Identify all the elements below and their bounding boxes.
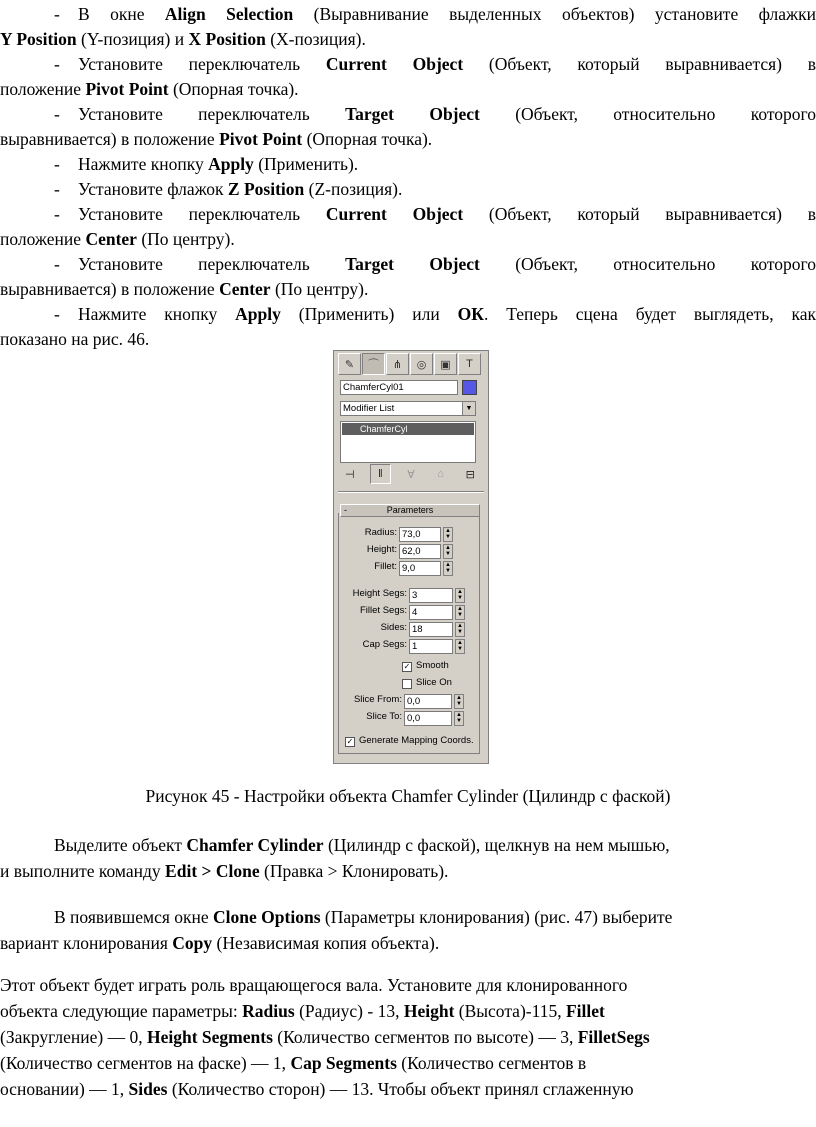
bullet-item: - Установите переключатель Target Object (Объект, относительно которого выравнивается) в положение Center (По центру). (0, 254, 816, 299)
modifier-panel (333, 350, 489, 764)
cap-segs-label: Cap Segs: (362, 639, 407, 650)
dropdown-arrow-icon: ▼ (462, 402, 475, 415)
bullet-dash: - (54, 204, 60, 224)
object-name-field[interactable]: ChamferCyl01 (340, 380, 458, 395)
bullet-dash: - (54, 254, 60, 274)
paragraph: Этот объект будет играть роль вращающегося вала. Установите для клонированного объекта следующие параметры: Radius (Радиус) - 13, Height (Высота)-115, Fillet (Закругление) — 0, Height Segments (Количество сегментов по высоте) — 3, FilletSegs (Количество сегментов на фаске) — 1, Cap Segments (Количество сегментов в основании) — 1, Sides (Количество сторон) — 13. Чтобы объект принял сглаженную (0, 975, 650, 1099)
bullet-item: - Нажмите кнопку Apply (Применить). (0, 152, 816, 177)
slice-to-label: Slice To: (366, 711, 402, 722)
fillet-field[interactable]: 9,0 (399, 561, 441, 576)
rollout-title: Parameters (386, 505, 434, 515)
radius-label: Radius: (364, 527, 397, 538)
generate-mapping-checkbox[interactable]: ✓ (346, 737, 354, 746)
parameters-rollout-header[interactable] (340, 504, 480, 517)
command-panel-tabs (338, 353, 481, 375)
modifier-list-label: Modifier List (343, 403, 395, 414)
display-tab-icon[interactable]: ▣ (434, 353, 457, 375)
make-unique-icon[interactable]: ∀ (407, 468, 415, 481)
paragraph: Выделите объект Chamfer Cylinder (Цилиндр с фаской), щелкнув на нем мышью, и выполните команду Edit > Clone (Правка > Клонировать). (0, 835, 670, 881)
slice-from-spinner[interactable]: ▲ ▼ (454, 694, 464, 709)
fillet-segs-label: Fillet Segs: (360, 605, 407, 616)
figure-caption: Рисунок 45 - Настройки объекта Chamfer Cylinder (Цилиндр с фаской) (145, 786, 671, 806)
generate-mapping-label: Generate Mapping Coords. (359, 735, 474, 746)
sides-label: Sides: (380, 622, 407, 633)
utilities-tab-icon[interactable]: T (458, 353, 481, 375)
motion-tab-icon[interactable]: ◎ (410, 353, 433, 375)
slice-to-field[interactable]: 0,0 (404, 711, 452, 726)
collapse-toggle: - (344, 505, 347, 515)
bullet-item: - Нажмите кнопку Apply (Применить) или ОК. Теперь сцена будет выглядеть, как показано на рис. 46. (0, 304, 816, 349)
bullet-dash: - (54, 304, 60, 324)
bullet-dash: - (54, 54, 60, 74)
height-segs-label: Height Segs: (352, 588, 407, 599)
bullet-item: - Установите переключатель Current Object (Объект, который выравнивается) в положение Pivot Point (Опорная точка). (0, 54, 816, 99)
bullet-item: - Установите флажок Z Position (Z-позиция). (0, 177, 816, 202)
smooth-label: Smooth (416, 660, 449, 671)
height-segs-spinner[interactable]: ▲ ▼ (455, 588, 465, 603)
modifier-list-dropdown[interactable] (340, 401, 476, 416)
fillet-label: Fillet: (374, 561, 397, 572)
cap-segs-spinner[interactable]: ▲ ▼ (455, 639, 465, 654)
sides-field[interactable]: 18 (409, 622, 453, 637)
smooth-checkbox[interactable]: ✓ (403, 662, 411, 671)
cap-segs-field[interactable]: 1 (409, 639, 453, 654)
slice-on-checkbox[interactable] (402, 679, 412, 689)
slice-from-field[interactable]: 0,0 (404, 694, 452, 709)
object-color-swatch[interactable] (462, 380, 477, 395)
height-field[interactable]: 62,0 (399, 544, 441, 559)
sides-spinner[interactable]: ▲ ▼ (455, 622, 465, 637)
pin-stack-icon[interactable]: ⊣ (345, 468, 355, 481)
bullet-dash: - (54, 154, 60, 174)
slice-from-label: Slice From: (353, 694, 402, 705)
bullet-dash: - (54, 179, 60, 199)
height-segs-field[interactable]: 3 (409, 588, 453, 603)
slice-on-label: Slice On (416, 677, 452, 688)
modify-tab-icon[interactable]: ⌒ (362, 353, 385, 375)
configure-sets-icon[interactable]: ⊟ (465, 468, 475, 481)
show-end-result-icon[interactable]: ǁ (370, 464, 392, 484)
modifier-stack[interactable] (340, 421, 476, 463)
slice-to-spinner[interactable]: ▲ ▼ (454, 711, 464, 726)
bullet-item: - Установите переключатель Target Object (Объект, относительно которого выравнивается) в положение Pivot Point (Опорная точка). (0, 104, 816, 149)
radius-field[interactable]: 73,0 (399, 527, 441, 542)
remove-modifier-icon[interactable]: ⌂ (437, 468, 444, 480)
fillet-segs-field[interactable]: 4 (409, 605, 453, 620)
bullet-dash: - (54, 4, 60, 24)
divider (338, 491, 484, 493)
bullet-item: - В окне Align Selection (Выравнивание выделенных объектов) установите флажки Y Position (Y-позиция) и X Position (X-позиция). (0, 4, 816, 49)
bullet-dash: - (54, 104, 60, 124)
paragraph: В появившемся окне Clone Options (Параметры клонирования) (рис. 47) выберите вариант клонирования Copy (Независимая копия объекта). (0, 907, 673, 953)
fillet-spinner[interactable]: ▲ ▼ (443, 561, 453, 576)
bullet-list (0, 2, 816, 352)
radius-spinner[interactable]: ▲ ▼ (443, 527, 453, 542)
height-label: Height: (366, 544, 397, 555)
fillet-segs-spinner[interactable]: ▲ ▼ (455, 605, 465, 620)
bullet-item: - Установите переключатель Current Object (Объект, который выравнивается) в положение Center (По центру). (0, 204, 816, 249)
height-spinner[interactable]: ▲ ▼ (443, 544, 453, 559)
hierarchy-tab-icon[interactable]: ⋔ (386, 353, 409, 375)
stack-item[interactable]: ChamferCyl (342, 423, 474, 435)
create-tab-icon[interactable]: ✎ (338, 353, 361, 375)
stack-tools (340, 464, 480, 484)
